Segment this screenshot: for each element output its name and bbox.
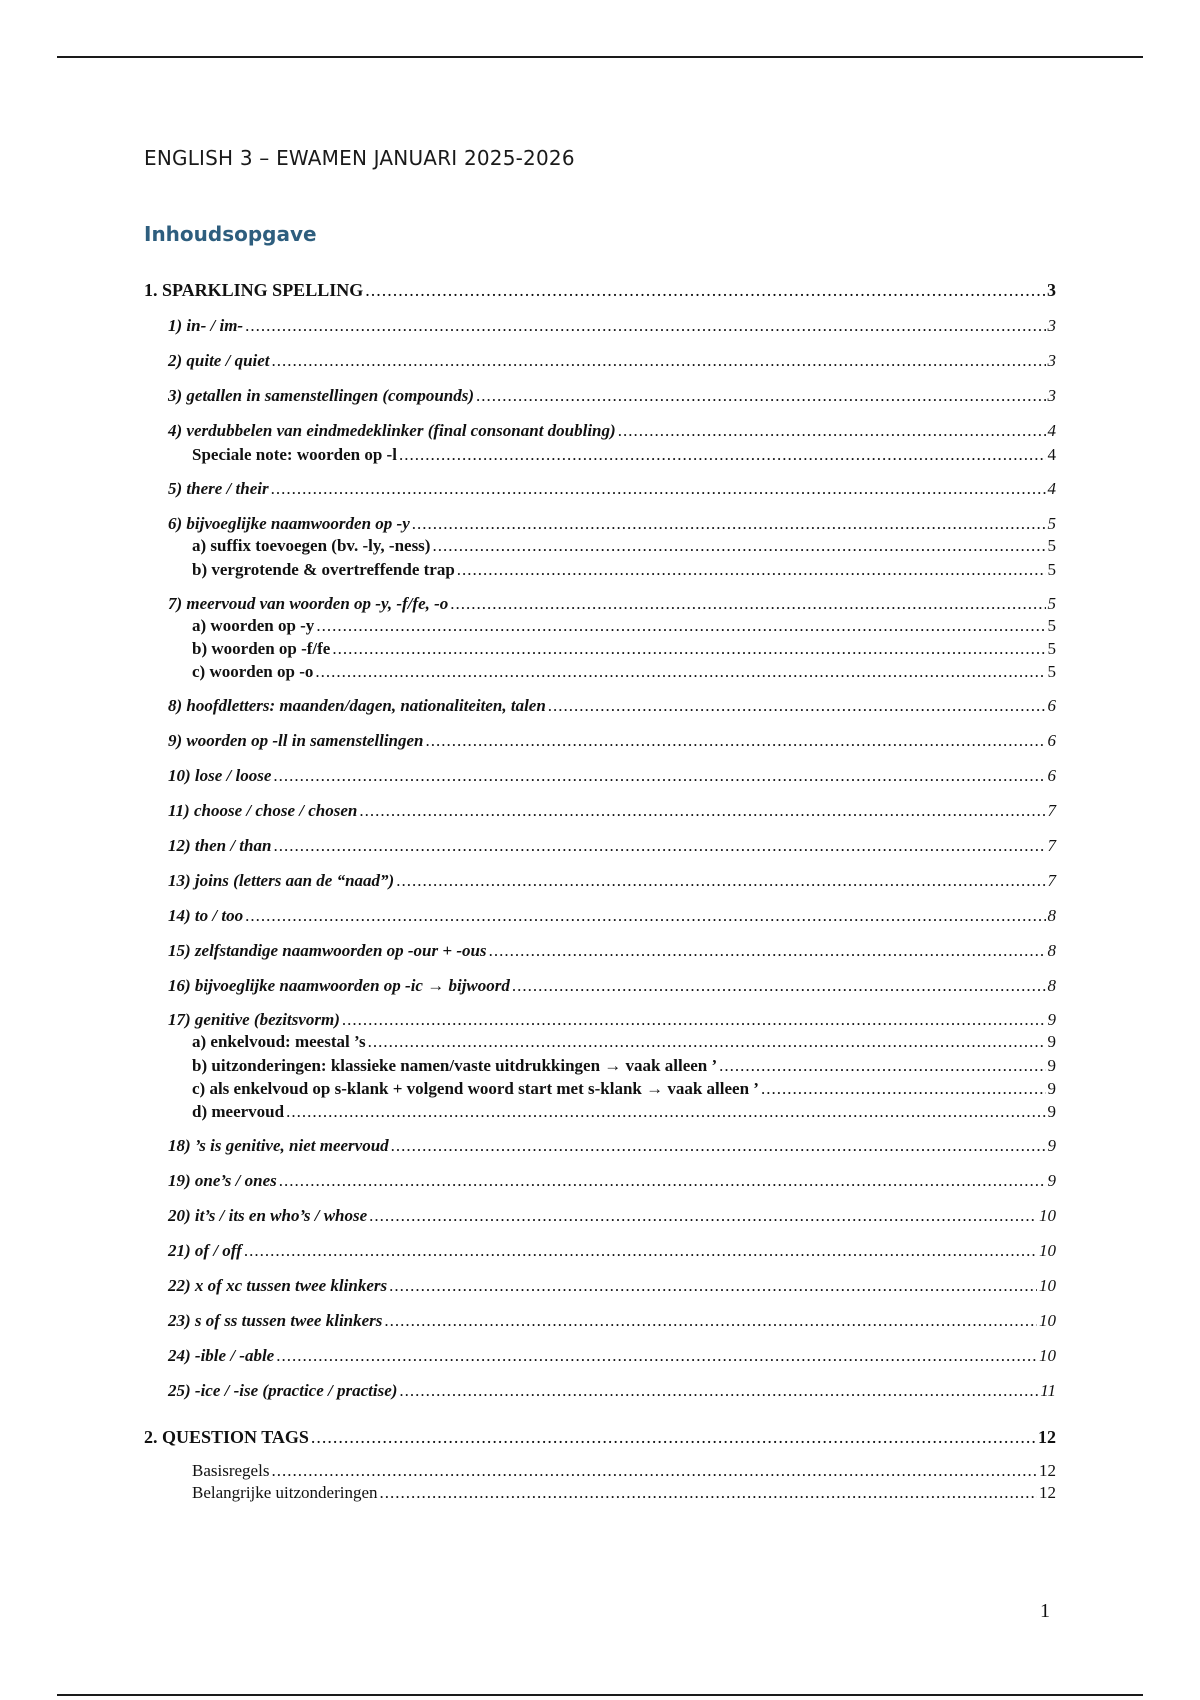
toc-leader [432,536,1045,556]
toc-entry-text: b) woorden op -f/fe [192,639,331,658]
toc-entry[interactable] [144,1206,1056,1228]
toc-entry-page: 8 [1047,941,1056,960]
toc-leader [315,662,1045,682]
toc-entry[interactable] [144,536,1056,558]
toc-entry-page: 6 [1047,766,1056,785]
toc-entry-text: b) uitzonderingen: klassieke namen/vaste uitdrukkingen → vaak alleen ’ [192,1056,718,1075]
toc-entry[interactable] [144,836,1056,858]
toc-entry-text: 10) lose / loose [168,766,272,785]
toc-leader [245,316,1045,336]
toc-entry[interactable] [144,316,1056,338]
toc-entry-text: 12) then / than [168,836,272,855]
toc-entry-page: 8 [1047,906,1056,925]
toc-entry-page: 7 [1047,801,1056,820]
toc-heading: Inhoudsopgave [144,222,317,246]
toc-leader [359,801,1045,821]
toc-entry-page: 9 [1047,1032,1056,1051]
toc-entry-page: 9 [1047,1171,1056,1190]
toc-entry[interactable] [144,1010,1056,1032]
toc-leader [389,1276,1037,1296]
toc-entry-page: 12 [1039,1483,1056,1502]
toc-entry-text: 2. QUESTION TAGS [144,1427,309,1447]
toc-leader [368,1032,1046,1052]
toc-entry-text: a) enkelvoud: meestal ’s [192,1032,366,1051]
toc-entry[interactable] [144,941,1056,963]
toc-leader [399,445,1046,465]
toc-entry[interactable] [144,1311,1056,1333]
toc-entry-page: 4 [1047,445,1056,464]
toc-entry-page: 10 [1039,1346,1056,1365]
toc-entry-text: b) vergrotende & overtreffende trap [192,560,455,579]
toc-entry-text: 19) one’s / ones [168,1171,277,1190]
toc-entry-page: 5 [1047,560,1056,579]
toc-leader [273,836,1045,856]
toc-entry-text: 20) it’s / its en who’s / whose [168,1206,368,1225]
toc-leader [396,871,1045,891]
toc-entry-page: 4 [1047,421,1056,440]
toc-entry[interactable] [144,1171,1056,1193]
toc-leader [426,731,1046,751]
toc-entry-text: 24) -ible / -able [168,1346,275,1365]
toc-leader [276,1346,1037,1366]
toc-entry-page: 4 [1047,479,1056,498]
toc-leader [311,1427,1036,1448]
page-number: 1 [1040,1600,1050,1622]
toc-leader [369,1206,1037,1226]
toc-entry-page: 3 [1047,316,1056,335]
toc-entry[interactable] [144,280,1056,302]
toc-leader [279,1171,1046,1191]
toc-leader [380,1483,1037,1503]
toc-leader [489,941,1046,961]
toc-leader [512,976,1046,996]
toc-entry-text: Speciale note: woorden op -l [192,445,397,464]
toc-entry[interactable] [144,906,1056,928]
toc-entry[interactable] [144,1346,1056,1368]
toc-entry-page: 5 [1047,662,1056,681]
toc-entry-text: c) als enkelvoud op s-klank + volgend woord start met s-klank → vaak alleen ’ [192,1079,759,1098]
toc-entry[interactable] [144,766,1056,788]
toc-entry-page: 10 [1039,1311,1056,1330]
toc-entry-page: 8 [1047,976,1056,995]
toc-entry[interactable] [144,445,1056,467]
toc-entry-page: 6 [1047,731,1056,750]
toc-entry[interactable] [144,386,1056,408]
toc-entry-page: 5 [1047,616,1056,635]
toc-entry-text: 1) in- / im- [168,316,244,335]
toc-entry[interactable] [144,479,1056,501]
toc-entry-page: 10 [1039,1276,1056,1295]
toc-entry[interactable] [144,1136,1056,1158]
toc-entry-text: a) woorden op -y [192,616,315,635]
toc-entry-page: 12 [1039,1461,1056,1480]
toc-entry[interactable] [144,594,1056,616]
toc-entry-page: 9 [1047,1056,1056,1075]
toc-leader [457,560,1046,580]
toc-entry[interactable] [144,351,1056,373]
toc-entry-page: 11 [1040,1381,1056,1400]
toc-entry[interactable] [144,1079,1056,1101]
toc-entry[interactable] [144,1483,1056,1505]
toc-leader [271,479,1046,499]
document-title: ENGLISH 3 – EWAMEN JANUARI 2025-2026 [144,146,575,170]
toc-leader [271,1461,1037,1481]
toc-entry-text: 8) hoofdletters: maanden/dagen, nationaliteiten, talen [168,696,546,715]
toc-leader [273,766,1045,786]
toc-entry[interactable] [144,1056,1056,1078]
toc-entry-text: 2) quite / quiet [168,351,270,370]
toc-entry-text: 22) x of xc tussen twee klinkers [168,1276,388,1295]
toc-entry-page: 5 [1047,639,1056,658]
toc-leader [761,1079,1046,1099]
toc-entry-text: a) suffix toevoegen (bv. -ly, -ness) [192,536,431,555]
toc-entry[interactable] [144,662,1056,684]
toc-leader [316,616,1045,636]
toc-leader [384,1311,1037,1331]
toc-entry-page: 3 [1047,351,1056,370]
toc-entry-page: 9 [1047,1010,1056,1029]
toc-entry-text: 14) to / too [168,906,244,925]
toc-entry-text: 5) there / their [168,479,269,498]
toc-entry-text: 3) getallen in samenstellingen (compounds) [168,386,475,405]
toc-leader [412,514,1046,534]
toc-entry-text: 9) woorden op -ll in samenstellingen [168,731,424,750]
toc-entry[interactable] [144,696,1056,718]
toc-entry-text: 7) meervoud van woorden op -y, -f/fe, -o [168,594,449,613]
toc-entry-text: Belangrijke uitzonderingen [192,1483,378,1502]
toc-entry-text: Basisregels [192,1461,270,1480]
toc-leader [332,639,1045,659]
toc-entry[interactable] [144,421,1056,443]
toc-leader [450,594,1045,614]
toc-entry-page: 9 [1047,1136,1056,1155]
toc-leader [618,421,1046,441]
toc-entry[interactable] [144,514,1056,536]
toc-entry-page: 10 [1039,1241,1056,1260]
toc-entry-page: 7 [1047,836,1056,855]
toc-entry-text: 6) bijvoeglijke naamwoorden op -y [168,514,410,533]
toc-leader [399,1381,1038,1401]
toc-entry-text: 13) joins (letters aan de “naad”) [168,871,395,890]
toc-entry-text: 23) s of ss tussen twee klinkers [168,1311,383,1330]
toc-entry[interactable] [144,871,1056,893]
toc-entry-text: d) meervoud [192,1102,285,1121]
toc-entry[interactable] [144,1241,1056,1263]
toc-entry-page: 3 [1047,386,1056,405]
toc-entry[interactable] [144,1461,1056,1483]
toc-entry[interactable] [144,1102,1056,1124]
toc-entry-page: 9 [1047,1079,1056,1098]
toc-entry-text: 11) choose / chose / chosen [168,801,358,820]
toc-entry[interactable] [144,1032,1056,1054]
toc-leader [719,1056,1045,1076]
toc-leader [391,1136,1046,1156]
toc-entry[interactable] [144,976,1056,998]
toc-leader [342,1010,1046,1030]
toc-entry-page: 5 [1047,514,1056,533]
toc-entry[interactable] [144,1381,1056,1403]
top-rule [57,56,1143,58]
toc-entry-page: 10 [1039,1206,1056,1225]
toc-entry-page: 3 [1047,280,1056,300]
toc-entry-text: c) woorden op -o [192,662,314,681]
toc-leader [365,280,1045,301]
toc-entry-page: 12 [1038,1427,1056,1447]
toc-leader [548,696,1046,716]
toc-entry-page: 5 [1047,536,1056,555]
toc-entry[interactable] [144,639,1056,661]
toc-leader [476,386,1045,406]
toc-entry[interactable] [144,1276,1056,1298]
toc-entry[interactable] [144,1427,1056,1449]
toc-entry-text: 16) bijvoeglijke naamwoorden op -ic → bijwoord [168,976,510,995]
toc-entry-page: 7 [1047,871,1056,890]
toc-entry-text: 21) of / off [168,1241,242,1260]
table-of-contents [144,280,1056,1505]
toc-entry-text: 15) zelfstandige naamwoorden op -our + -ous [168,941,487,960]
toc-entry-text: 17) genitive (bezitsvorm) [168,1010,340,1029]
toc-leader [245,906,1045,926]
toc-entry-text: 25) -ice / -ise (practice / practise) [168,1381,398,1400]
toc-leader [244,1241,1037,1261]
toc-entry-text: 4) verdubbelen van eindmedeklinker (final consonant doubling) [168,421,616,440]
toc-entry-page: 5 [1047,594,1056,613]
toc-entry-text: 1. SPARKLING SPELLING [144,280,364,300]
toc-leader [286,1102,1045,1122]
toc-entry[interactable] [144,801,1056,823]
toc-entry-page: 9 [1047,1102,1056,1121]
toc-entry-text: 18) ’s is genitive, niet meervoud [168,1136,389,1155]
toc-entry[interactable] [144,560,1056,582]
toc-entry-page: 6 [1047,696,1056,715]
toc-entry[interactable] [144,616,1056,638]
bottom-rule [57,1694,1143,1696]
toc-entry[interactable] [144,731,1056,753]
toc-leader [272,351,1046,371]
